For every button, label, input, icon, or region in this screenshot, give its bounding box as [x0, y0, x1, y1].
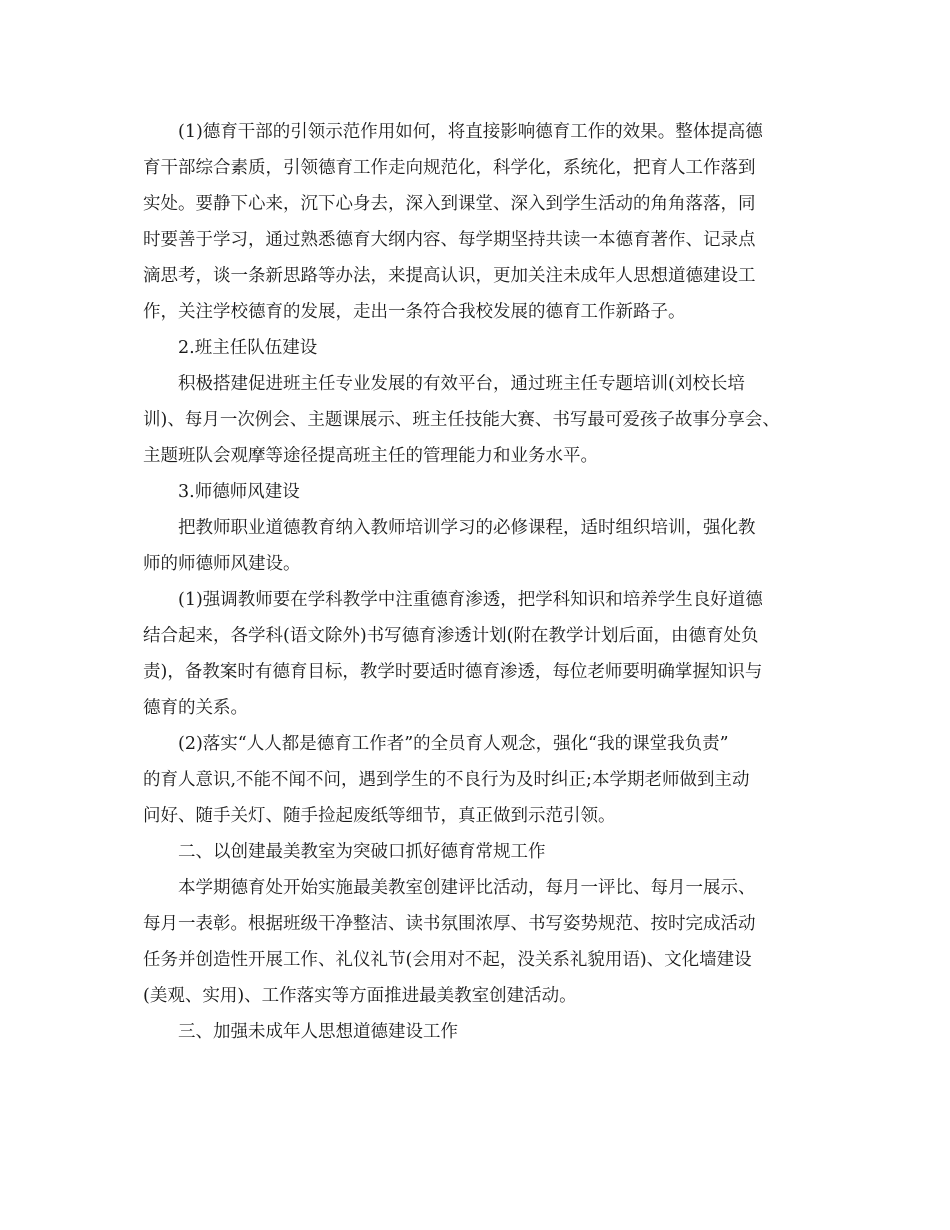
paragraph-line: (美观、实用)、工作落实等方面推进最美教室创建活动。	[143, 986, 577, 1006]
paragraph-line: 本学期德育处开始实施最美教室创建评比活动，每月一评比、每月一展示、	[178, 878, 756, 898]
paragraph-line: 作，关注学校德育的发展，走出一条符合我校发展的德育工作新路子。	[143, 302, 686, 322]
paragraph-line: 任务并创造性开展工作、礼仪礼节(会用对不起，没关系礼貌用语)、文化墙建设	[143, 950, 752, 970]
section-heading: 3.师德师风建设	[178, 482, 300, 502]
paragraph-line: 责)，备教案时有德育目标，教学时要适时德育渗透，每位老师要明确掌握知识与	[143, 662, 763, 682]
paragraph-line: (2)落实“人人都是德育工作者”的全员育人观念，强化“我的课堂我负责”	[178, 734, 729, 754]
paragraph-line: 滴思考，谈一条新思路等办法，来提高认识，更加关注未成年人思想道德建设工	[143, 266, 756, 286]
paragraph-line: (1)德育干部的引领示范作用如何，将直接影响德育工作的效果。整体提高德	[178, 122, 763, 142]
paragraph-line: 的育人意识,不能不闻不问，遇到学生的不良行为及时纠正;本学期老师做到主动	[143, 770, 750, 790]
paragraph-line: 师的师德师风建设。	[143, 554, 301, 574]
paragraph-line: 育干部综合素质，引领德育工作走向规范化，科学化，系统化，把育人工作落到	[143, 158, 756, 178]
paragraph-line: 把教师职业道德教育纳入教师培训学习的必修课程，适时组织培训，强化教	[178, 518, 756, 538]
paragraph-line: 训)、每月一次例会、主题课展示、班主任技能大赛、书写最可爱孩子故事分享会、	[143, 410, 780, 430]
paragraph-line: 结合起来，各学科(语文除外)书写德育渗透计划(附在教学计划后面，由德育处负	[143, 626, 759, 646]
paragraph-line: 德育的关系。	[143, 698, 248, 718]
section-heading: 二、以创建最美教室为突破口抓好德育常规工作	[178, 842, 546, 862]
section-heading: 2.班主任队伍建设	[178, 338, 318, 358]
paragraph-line: 实处。要静下心来，沉下心身去，深入到课堂、深入到学生活动的角角落落，同	[143, 194, 756, 214]
paragraph-line: 每月一表彰。根据班级干净整洁、读书氛围浓厚、书写姿势规范、按时完成活动	[143, 914, 756, 934]
paragraph-line: (1)强调教师要在学科教学中注重德育渗透，把学科知识和培养学生良好道德	[178, 590, 763, 610]
paragraph-line: 时要善于学习，通过熟悉德育大纲内容、每学期坚持共读一本德育著作、记录点	[143, 230, 756, 250]
section-heading: 三、加强未成年人思想道德建设工作	[178, 1022, 458, 1042]
paragraph-line: 问好、随手关灯、随手捡起废纸等细节，真正做到示范引领。	[143, 806, 616, 826]
paragraph-line: 积极搭建促进班主任专业发展的有效平台，通过班主任专题培训(刘校长培	[178, 374, 745, 394]
paragraph-line: 主题班队会观摩等途径提高班主任的管理能力和业务水平。	[143, 446, 598, 466]
